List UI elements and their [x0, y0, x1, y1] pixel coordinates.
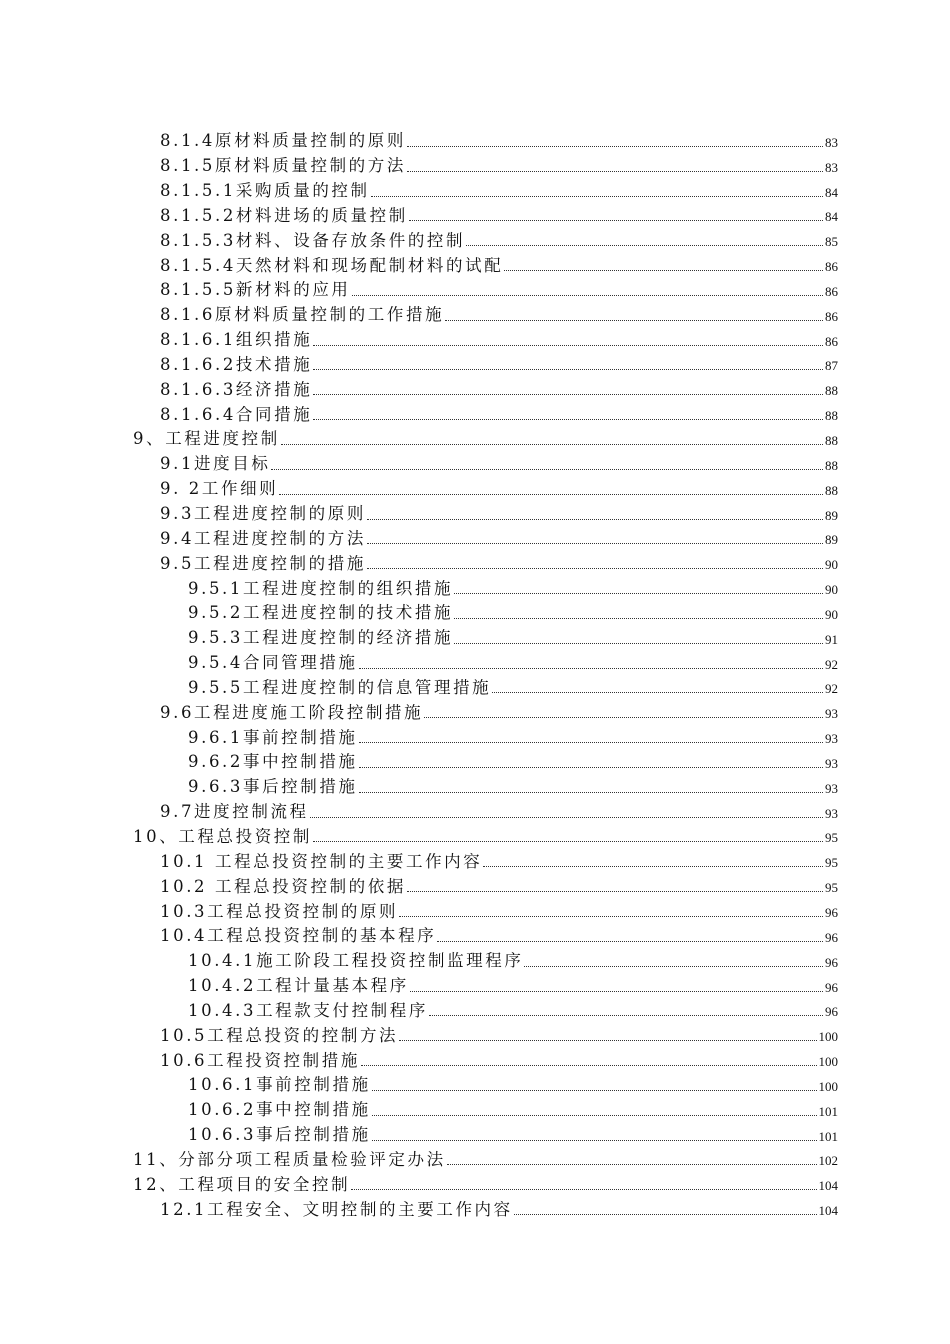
toc-entry[interactable]	[0, 624, 838, 649]
toc-dot-leader	[367, 568, 823, 569]
toc-dot-leader	[281, 444, 823, 445]
toc-entry[interactable]	[0, 351, 838, 376]
toc-dot-leader	[313, 345, 823, 346]
toc-entry-title: 9.5.2工程进度控制的技术措施	[188, 603, 454, 623]
toc-entry-title: 8.1.6.4合同措施	[160, 404, 313, 424]
toc-entry-page-number: 84	[825, 184, 838, 200]
toc-entry-title: 9.5.3工程进度控制的经济措施	[188, 628, 454, 648]
toc-entry-title: 9.3工程进度控制的原则	[160, 504, 366, 523]
toc-entry-title: 8.1.5.3材料、设备存放条件的控制	[160, 230, 466, 250]
toc-entry-title: 10.1 工程总投资控制的主要工作内容	[160, 851, 483, 871]
toc-entry-page-number: 95	[825, 830, 838, 846]
toc-entry[interactable]	[0, 475, 838, 500]
toc-entry-title: 10.5工程总投资的控制方法	[160, 1025, 399, 1045]
toc-entry-page-number: 92	[825, 681, 838, 697]
toc-dot-leader	[271, 469, 823, 470]
toc-entry-page-number: 89	[825, 507, 838, 523]
toc-entry-title: 8.1.6原材料质量控制的工作措施	[160, 305, 445, 325]
toc-entry-title: 9. 2工作细则	[160, 479, 279, 499]
toc-entry-title: 9.6.3事后控制措施	[188, 777, 358, 797]
toc-entry-page-number: 96	[825, 979, 838, 995]
toc-dot-leader	[313, 841, 823, 842]
toc-dot-leader	[445, 320, 823, 321]
toc-entry[interactable]	[0, 202, 838, 227]
toc-entry-page-number: 88	[825, 432, 838, 448]
toc-entry[interactable]	[0, 872, 838, 897]
toc-entry-title: 10.4工程总投资控制的基本程序	[160, 926, 437, 946]
toc-dot-leader	[351, 1189, 816, 1190]
toc-dot-leader	[447, 1164, 817, 1165]
table-of-contents	[0, 127, 950, 1220]
toc-entry-title: 10.6.3事后控制措施	[188, 1125, 371, 1145]
toc-entry-page-number: 86	[825, 283, 838, 299]
toc-entry-title: 9.4工程进度控制的方法	[160, 528, 366, 548]
toc-entry[interactable]	[0, 450, 838, 475]
toc-dot-leader	[492, 692, 823, 693]
toc-dot-leader	[371, 196, 823, 197]
toc-entry-title: 9.6.1事前控制措施	[188, 727, 358, 747]
toc-entry-page-number: 101	[818, 1103, 838, 1119]
toc-entry[interactable]	[0, 723, 838, 748]
toc-entry-title: 9.5.1工程进度控制的组织措施	[188, 578, 454, 598]
toc-entry[interactable]	[0, 748, 838, 773]
toc-entry-title: 10.4.3工程款支付控制程序	[188, 1000, 428, 1020]
toc-dot-leader	[407, 171, 823, 172]
toc-entry-title: 8.1.5.2材料进场的质量控制	[160, 205, 408, 225]
toc-entry[interactable]	[0, 425, 838, 450]
toc-entry[interactable]	[0, 1021, 838, 1046]
toc-entry-page-number: 96	[825, 954, 838, 970]
toc-dot-leader	[313, 394, 823, 395]
toc-entry-page-number: 95	[825, 880, 838, 896]
toc-entry-title: 9.1进度目标	[160, 454, 271, 474]
toc-entry-title: 8.1.5.5新材料的应用	[160, 280, 351, 300]
toc-entry-page-number: 104	[818, 1203, 838, 1219]
toc-entry-page-number: 93	[825, 731, 838, 747]
toc-entry[interactable]	[0, 574, 838, 599]
toc-entry[interactable]	[0, 1195, 838, 1220]
toc-entry[interactable]	[0, 1170, 838, 1195]
toc-entry-page-number: 96	[825, 1004, 838, 1020]
toc-entry-page-number: 86	[825, 333, 838, 349]
toc-dot-leader	[359, 792, 823, 793]
toc-entry-title: 10.4.1施工阶段工程投资控制监理程序	[188, 951, 524, 971]
toc-entry-page-number: 88	[825, 408, 838, 424]
toc-dot-leader	[352, 295, 823, 296]
toc-entry-title: 9.7进度控制流程	[160, 802, 309, 822]
toc-entry[interactable]	[0, 301, 838, 326]
toc-entry-page-number: 87	[825, 358, 838, 374]
toc-entry-page-number: 83	[825, 134, 838, 150]
toc-dot-leader	[514, 1214, 817, 1215]
toc-entry[interactable]	[0, 177, 838, 202]
toc-entry-page-number: 86	[825, 259, 838, 275]
toc-entry-page-number: 89	[825, 532, 838, 548]
toc-entry[interactable]	[0, 1121, 838, 1146]
toc-entry-page-number: 86	[825, 308, 838, 324]
toc-entry-title: 12、工程项目的安全控制	[133, 1174, 351, 1194]
toc-entry[interactable]	[0, 947, 838, 972]
toc-entry-title: 8.1.5原材料质量控制的方法	[160, 156, 406, 176]
toc-dot-leader	[367, 543, 823, 544]
toc-entry-title: 8.1.6.1组织措施	[160, 330, 313, 350]
toc-entry-page-number: 95	[825, 855, 838, 871]
toc-dot-leader	[372, 1115, 817, 1116]
toc-entry-title: 9.5工程进度控制的措施	[160, 553, 366, 573]
toc-dot-leader	[399, 1040, 816, 1041]
toc-dot-leader	[524, 966, 823, 967]
toc-dot-leader	[410, 991, 823, 992]
toc-entry-page-number: 102	[818, 1153, 838, 1169]
toc-dot-leader	[454, 593, 823, 594]
toc-entry-page-number: 83	[825, 159, 838, 175]
toc-dot-leader	[407, 146, 823, 147]
toc-entry-title: 10.6工程投资控制措施	[160, 1050, 360, 1070]
toc-entry-title: 10.6.1事前控制措施	[188, 1075, 371, 1095]
toc-dot-leader	[361, 1065, 817, 1066]
toc-entry-page-number: 93	[825, 780, 838, 796]
toc-dot-leader	[454, 643, 823, 644]
toc-entry[interactable]	[0, 500, 838, 525]
toc-entry-page-number: 90	[825, 557, 838, 573]
toc-dot-leader	[437, 941, 823, 942]
toc-dot-leader	[279, 494, 823, 495]
toc-entry[interactable]	[0, 375, 838, 400]
toc-entry[interactable]	[0, 226, 838, 251]
toc-dot-leader	[310, 817, 823, 818]
toc-entry-page-number: 92	[825, 656, 838, 672]
toc-entry-title: 8.1.5.4天然材料和现场配制材料的试配	[160, 255, 504, 275]
toc-entry-page-number: 93	[825, 706, 838, 722]
toc-dot-leader	[454, 618, 823, 619]
toc-entry[interactable]	[0, 152, 838, 177]
toc-entry-page-number: 100	[818, 1078, 838, 1094]
toc-entry[interactable]	[0, 698, 838, 723]
toc-entry[interactable]	[0, 972, 838, 997]
toc-entry[interactable]	[0, 1096, 838, 1121]
toc-entry-title: 9.6工程进度施工阶段控制措施	[160, 702, 424, 722]
toc-entry-page-number: 88	[825, 482, 838, 498]
toc-entry[interactable]	[0, 773, 838, 798]
toc-entry-page-number: 90	[825, 606, 838, 622]
toc-dot-leader	[372, 1090, 817, 1091]
toc-entry-title: 8.1.6.2技术措施	[160, 354, 313, 374]
toc-dot-leader	[483, 866, 823, 867]
toc-entry-title: 8.1.6.3经济措施	[160, 379, 313, 399]
toc-dot-leader	[399, 916, 823, 917]
toc-dot-leader	[424, 717, 823, 718]
toc-entry-page-number: 88	[825, 383, 838, 399]
toc-entry[interactable]	[0, 897, 838, 922]
toc-entry[interactable]	[0, 326, 838, 351]
toc-entry[interactable]	[0, 1071, 838, 1096]
toc-entry[interactable]	[0, 599, 838, 624]
toc-entry-page-number: 100	[818, 1054, 838, 1070]
toc-entry-title: 12.1工程安全、文明控制的主要工作内容	[160, 1199, 513, 1219]
toc-entry-page-number: 104	[818, 1178, 838, 1194]
toc-dot-leader	[407, 891, 823, 892]
toc-entry-title: 10.6.2事中控制措施	[188, 1100, 371, 1120]
toc-dot-leader	[372, 1140, 817, 1141]
toc-entry-title: 9.6.2事中控制措施	[188, 752, 358, 772]
toc-entry[interactable]	[0, 549, 838, 574]
toc-entry[interactable]	[0, 276, 838, 301]
toc-entry-title: 10、工程总投资控制	[133, 826, 312, 846]
toc-entry[interactable]	[0, 922, 838, 947]
toc-dot-leader	[367, 519, 823, 520]
toc-entry-page-number: 93	[825, 805, 838, 821]
toc-entry-page-number: 88	[825, 457, 838, 473]
toc-entry-title: 10.4.2工程计量基本程序	[188, 976, 409, 996]
toc-dot-leader	[466, 245, 823, 246]
toc-dot-leader	[359, 668, 823, 669]
toc-entry-page-number: 96	[825, 905, 838, 920]
toc-entry-title: 8.1.5.1采购质量的控制	[160, 181, 370, 201]
toc-entry-page-number: 93	[825, 755, 838, 771]
toc-entry[interactable]	[0, 1146, 838, 1171]
toc-entry[interactable]	[0, 127, 838, 152]
toc-entry-page-number: 84	[825, 209, 838, 225]
toc-entry[interactable]	[0, 525, 838, 550]
toc-dot-leader	[504, 270, 823, 271]
toc-entry[interactable]	[0, 798, 838, 823]
toc-entry-page-number: 100	[818, 1029, 838, 1045]
toc-entry-page-number: 90	[825, 582, 838, 598]
toc-entry-page-number: 101	[818, 1128, 838, 1144]
toc-entry-title: 10.3工程总投资控制的原则	[160, 901, 399, 921]
toc-dot-leader	[359, 767, 823, 768]
toc-entry[interactable]	[0, 649, 838, 674]
toc-entry[interactable]	[0, 1046, 838, 1071]
toc-dot-leader	[429, 1015, 823, 1016]
toc-entry[interactable]	[0, 823, 838, 848]
toc-entry[interactable]	[0, 847, 838, 872]
toc-entry-title: 9.5.5工程进度控制的信息管理措施	[188, 677, 492, 697]
toc-entry[interactable]	[0, 997, 838, 1022]
toc-dot-leader	[313, 419, 823, 420]
toc-entry-title: 9、工程进度控制	[133, 429, 280, 449]
toc-entry-page-number: 96	[825, 929, 838, 945]
toc-dot-leader	[359, 742, 823, 743]
toc-entry-title: 11、分部分项工程质量检验评定办法	[133, 1149, 446, 1169]
toc-dot-leader	[409, 220, 823, 221]
toc-entry-page-number: 85	[825, 234, 838, 250]
toc-entry[interactable]	[0, 251, 838, 276]
toc-entry[interactable]	[0, 674, 838, 699]
toc-entry-title: 9.5.4合同管理措施	[188, 653, 358, 673]
toc-entry-title: 8.1.4原材料质量控制的原则	[160, 131, 406, 151]
toc-entry-title: 10.2 工程总投资控制的依据	[160, 876, 406, 896]
toc-dot-leader	[313, 369, 823, 370]
toc-entry[interactable]	[0, 400, 838, 425]
toc-entry-page-number: 91	[825, 631, 838, 647]
